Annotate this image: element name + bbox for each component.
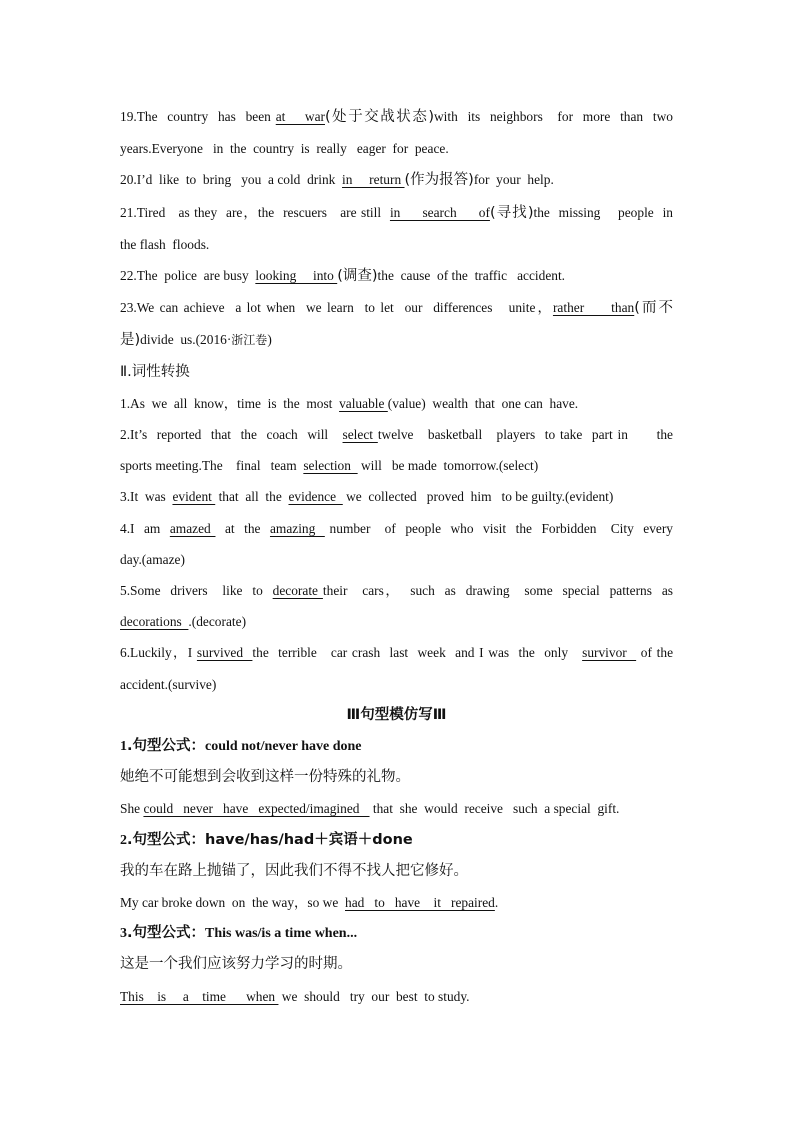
text-line: 3.It was evident that all the evidence we collected proved him to be guilty.(evident) (120, 489, 614, 505)
phrase-item-23 (120, 292, 673, 356)
answer: at war (275, 109, 325, 124)
answer: in search of (389, 204, 490, 220)
text-line: My car broke down on the way，so we had to have it repaired. (120, 895, 499, 911)
phrase-item-20 (120, 164, 673, 196)
text-line: day.(amaze) (120, 551, 185, 567)
worksheet-page (120, 101, 673, 1012)
answer: selection (303, 458, 358, 474)
pattern-heading: 2.句型公式：have/has/had＋宾语＋done (120, 831, 413, 848)
text-line: 2.It’s reported that the coach will select twelve basketball players to take part in the (120, 427, 673, 443)
text-line: 20.I’d like to bring you a cold drink in return (作为报答)for your help. (120, 172, 554, 189)
pattern-heading: 1.句型公式：could not/never have done (120, 738, 362, 755)
text-line: 1.As we all know，time is the most valuable (value) wealth that one can have. (120, 395, 579, 411)
phrase-item-22 (120, 260, 673, 292)
text-line: 4.I am amazed at the amazing number of people who visit the Forbidden City every (120, 520, 674, 536)
answer: This is a time when (120, 988, 279, 1004)
phrase-item-19 (120, 101, 673, 164)
pattern-item-3 (120, 918, 673, 1012)
text-line: She could never have expected/imagined that she would receive such a special gift. (120, 801, 620, 817)
answer: decorate (272, 583, 323, 599)
text-line: sports meeting.The final team selection will be made tomorrow.(select) (120, 458, 539, 474)
answer: decorations (120, 614, 189, 630)
answer: evident (172, 489, 216, 505)
answer: survived (196, 645, 253, 661)
answer: looking into (255, 268, 338, 284)
answer: select (342, 427, 378, 443)
wordform-item-1 (120, 388, 673, 419)
text-line: 21.Tired as they are，the rescuers are still in search of(寻找)the missing people in (120, 204, 673, 221)
text-line: accident.(survive) (120, 676, 217, 692)
answer: could never have expected/imagined (143, 801, 370, 817)
text-line: 19.The country has been at war(处于交战状态)with its neighbors for more than two (120, 109, 673, 125)
chinese-sentence: 这是一个我们应该努力学习的时期。 (120, 956, 352, 973)
wordform-item-3 (120, 481, 673, 512)
text-line: the flash floods. (120, 236, 210, 252)
chinese-sentence: 她绝不可能想到会收到这样一份特殊的礼物。 (120, 769, 410, 786)
pattern-heading: 3.句型公式：This was/is a time when... (120, 925, 358, 942)
wordform-item-5 (120, 575, 673, 637)
text-line: years.Everyone in the country is really eager for peace. (120, 141, 449, 157)
pattern-item-1 (120, 731, 673, 825)
source-label: 浙江卷 (231, 333, 268, 348)
answer: in return (342, 172, 405, 188)
section-title-patterns: Ⅲ句型模仿写Ⅲ (346, 706, 447, 723)
text-line: 6.Luckily，I survived the terrible car crash last week and I was the only survivor of the (120, 645, 674, 661)
text-line: 23.We can achieve a lot when we learn to let our differences unite，rather than(而不 (120, 300, 673, 317)
chinese-sentence: 我的车在路上抛锚了，因此我们不得不找人把它修好。 (120, 862, 468, 879)
text-line: This is a time when we should try our best to study. (120, 988, 470, 1004)
answer: valuable (339, 395, 388, 411)
wordform-item-2 (120, 419, 673, 481)
section-title-wordforms: Ⅱ.词性转换 (120, 363, 190, 380)
text-line: 是)divide us.(2016·浙江卷) (120, 332, 272, 349)
answer: evidence (288, 489, 343, 505)
answer: had to have it repaired (345, 895, 495, 911)
text-line: 5.Some drivers like to decorate their cars， such as drawing some special patterns as (120, 583, 673, 599)
wordform-item-6 (120, 637, 673, 699)
pattern-item-2 (120, 825, 673, 919)
answer: survivor (582, 645, 637, 661)
answer: amazed (169, 520, 216, 536)
wordform-item-4 (120, 513, 673, 575)
answer: amazing (269, 520, 325, 536)
answer: rather than (552, 300, 635, 316)
text-line: 22.The police are busy looking into (调查)the cause of the traffic accident. (120, 268, 566, 285)
text-line: decorations .(decorate) (120, 614, 247, 630)
phrase-item-21 (120, 197, 673, 260)
